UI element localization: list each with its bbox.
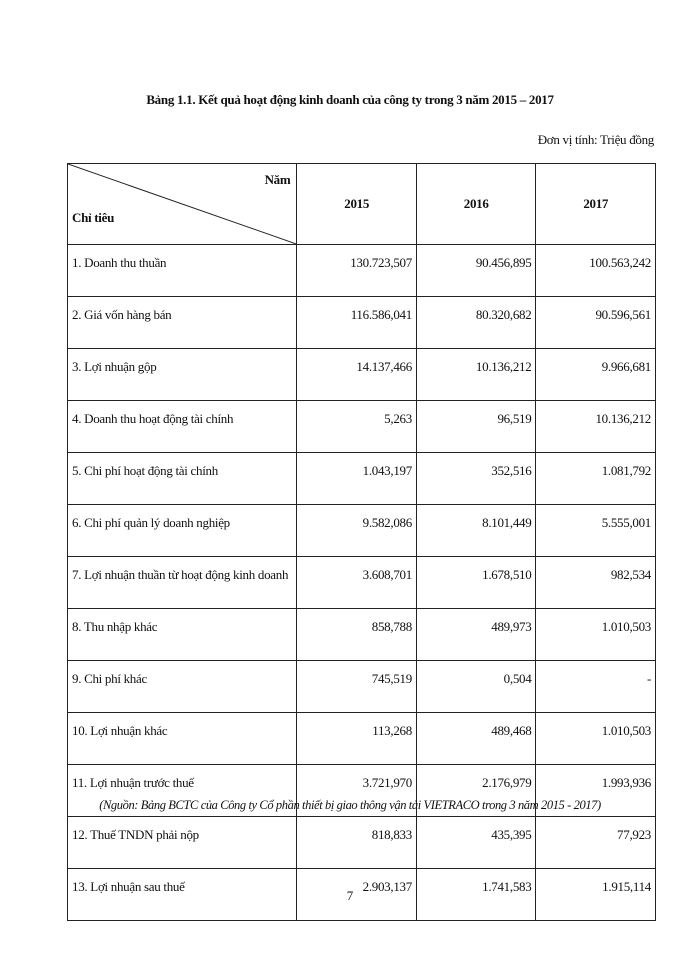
table-row [68, 349, 656, 401]
cell-value-2015: 5,263 [297, 401, 417, 453]
table-row [68, 401, 656, 453]
table-row [68, 661, 656, 713]
table-body [68, 245, 656, 921]
cell-value-2016: 1.678,510 [416, 557, 536, 609]
cell-value-2017: 9.966,681 [536, 349, 656, 401]
cell-value-2016: 435,395 [416, 817, 536, 869]
cell-value-2017: 77,923 [536, 817, 656, 869]
cell-value-2016: 352,516 [416, 453, 536, 505]
cell-value-2017: 1.010,503 [536, 609, 656, 661]
row-label: 2. Giá vốn hàng bán [68, 297, 297, 349]
cell-value-2015: 745,519 [297, 661, 417, 713]
cell-value-2015: 9.582,086 [297, 505, 417, 557]
cell-value-2016: 489,468 [416, 713, 536, 765]
cell-value-2017: - [536, 661, 656, 713]
table-row [68, 505, 656, 557]
cell-value-2017: 90.596,561 [536, 297, 656, 349]
cell-value-2017: 1.081,792 [536, 453, 656, 505]
cell-value-2017: 5.555,001 [536, 505, 656, 557]
table-row [68, 609, 656, 661]
cell-value-2016: 8.101,449 [416, 505, 536, 557]
table-row [68, 713, 656, 765]
row-label: 3. Lợi nhuận gộp [68, 349, 297, 401]
diagonal-header-cell [68, 164, 297, 245]
cell-value-2015: 2.903,137 [297, 869, 417, 921]
cell-value-2016: 80.320,682 [416, 297, 536, 349]
table-row [68, 557, 656, 609]
cell-value-2016: 1.741,583 [416, 869, 536, 921]
cell-value-2016: 90.456,895 [416, 245, 536, 297]
row-label: 11. Lợi nhuận trước thuế [68, 765, 297, 817]
cell-value-2015: 14.137,466 [297, 349, 417, 401]
row-label: 12. Thuế TNDN phải nộp [68, 817, 297, 869]
table-title: Bảng 1.1. Kết quả hoạt động kinh doanh của công ty trong 3 năm 2015 – 2017 [146, 92, 554, 107]
cell-value-2015: 130.723,507 [297, 245, 417, 297]
row-label: 10. Lợi nhuận khác [68, 713, 297, 765]
row-label: 4. Doanh thu hoạt động tài chính [68, 401, 297, 453]
cell-value-2017: 1.010,503 [536, 713, 656, 765]
table-row [68, 453, 656, 505]
cell-value-2016: 96,519 [416, 401, 536, 453]
cell-value-2015: 116.586,041 [297, 297, 417, 349]
table-row [68, 245, 656, 297]
cell-value-2017: 982,534 [536, 557, 656, 609]
header-year-label: Năm [264, 172, 291, 187]
cell-value-2015: 3.608,701 [297, 557, 417, 609]
row-label: 7. Lợi nhuận thuần từ hoạt động kinh doanh [68, 557, 297, 609]
unit-label: Đơn vị tính: Triệu đồng [537, 132, 654, 147]
row-label: 13. Lợi nhuận sau thuế [68, 869, 297, 921]
row-label: 6. Chi phí quản lý doanh nghiệp [68, 505, 297, 557]
cell-value-2016: 2.176,979 [416, 765, 536, 817]
year-header-2016: 2016 [416, 164, 536, 245]
cell-value-2015: 818,833 [297, 817, 417, 869]
cell-value-2017: 100.563,242 [536, 245, 656, 297]
header-indicator-label: Chỉ tiêu [72, 210, 115, 225]
row-label: 8. Thu nhập khác [68, 609, 297, 661]
cell-value-2015: 3.721,970 [297, 765, 417, 817]
year-header-2015: 2015 [297, 164, 417, 245]
cell-value-2016: 0,504 [416, 661, 536, 713]
cell-value-2016: 10.136,212 [416, 349, 536, 401]
table-row [68, 817, 656, 869]
cell-value-2016: 489,973 [416, 609, 536, 661]
cell-value-2017: 1.993,936 [536, 765, 656, 817]
cell-value-2017: 1.915,114 [536, 869, 656, 921]
cell-value-2017: 10.136,212 [536, 401, 656, 453]
row-label: 9. Chi phí khác [68, 661, 297, 713]
year-header-2017: 2017 [536, 164, 656, 245]
cell-value-2015: 113,268 [297, 713, 417, 765]
cell-value-2015: 1.043,197 [297, 453, 417, 505]
header-row [68, 164, 656, 245]
table-row [68, 297, 656, 349]
row-label: 5. Chi phí hoạt động tài chính [68, 453, 297, 505]
diagonal-line [68, 164, 296, 244]
page-number: 7 [346, 888, 354, 903]
row-label: 1. Doanh thu thuần [68, 245, 297, 297]
source-note: (Nguồn: Bảng BCTC của Công ty Cổ phần thiết bị giao thông vận tải VIETRACO trong 3 năm 2015 - 2017) [99, 798, 601, 812]
cell-value-2015: 858,788 [297, 609, 417, 661]
